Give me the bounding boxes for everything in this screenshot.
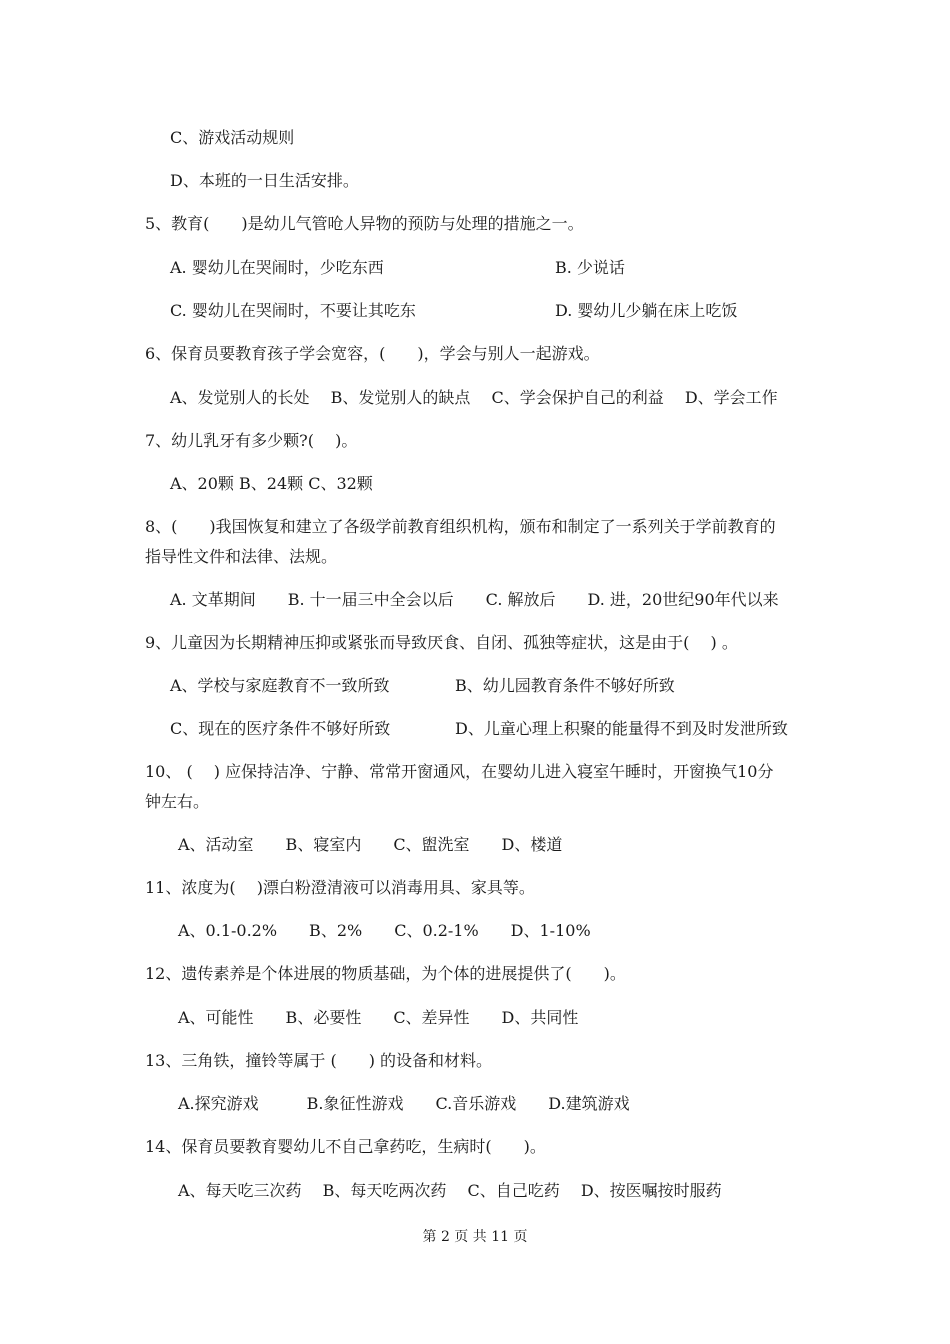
option-line: C、现在的医疗条件不够好所致	[170, 719, 391, 738]
question-line: 钟左右。	[145, 792, 210, 811]
question-line: 指导性文件和法律、法规。	[145, 547, 338, 566]
question-line: 12、遗传素养是个体进展的物质基础，为个体的进展提供了( )。	[145, 964, 626, 983]
option-line: B、幼儿园教育条件不够好所致	[455, 676, 675, 695]
option-line: A、学校与家庭教育不一致所致	[170, 676, 390, 695]
option-line: A. 文革期间 B. 十一届三中全会以后 C. 解放后 D. 进，20世纪90年代以来	[170, 590, 779, 609]
option-line: A、0.1-0.2% B、2% C、0.2-1% D、1-10%	[178, 921, 591, 940]
option-line: A、可能性 B、必要性 C、差异性 D、共同性	[178, 1008, 579, 1027]
question-line: 11、浓度为( )漂白粉澄清液可以消毒用具、家具等。	[145, 878, 535, 897]
option-line: D. 婴幼儿少躺在床上吃饭	[555, 301, 738, 320]
question-line: 14、保育员要教育婴幼儿不自己拿药吃，生病时( )。	[145, 1137, 546, 1156]
question-line: 5、教育( )是幼儿气管呛人异物的预防与处理的措施之一。	[145, 214, 584, 233]
option-line: D、儿童心理上积聚的能量得不到及时发泄所致	[455, 719, 788, 738]
question-line: 7、幼儿乳牙有多少颗?( )。	[145, 431, 358, 450]
question-line: 13、三角铁，撞铃等属于 ( ) 的设备和材料。	[145, 1051, 493, 1070]
option-line: A、20颗 B、24颗 C、32颗	[170, 474, 373, 493]
option-line: C. 婴幼儿在哭闹时，不要让其吃东	[170, 301, 416, 320]
page-footer: 第 2 页 共 11 页	[422, 1229, 528, 1245]
option-line: D、本班的一日生活安排。	[170, 171, 359, 190]
option-line: B. 少说话	[555, 258, 625, 277]
option-line: C、游戏活动规则	[170, 128, 295, 147]
option-line: A.探究游戏 B.象征性游戏 C.音乐游戏 D.建筑游戏	[178, 1094, 630, 1113]
option-line: A、每天吃三次药 B、每天吃两次药 C、自己吃药 D、按医嘱按时服药	[178, 1181, 722, 1200]
option-line: A、活动室 B、寝室内 C、盥洗室 D、楼道	[178, 835, 563, 854]
question-line: 10、 ( ) 应保持洁净、宁静、常常开窗通风，在婴幼儿进入寝室午睡时，开窗换气10分	[145, 762, 774, 781]
option-line: A、发觉别人的长处 B、发觉别人的缺点 C、学会保护自己的利益 D、学会工作	[170, 388, 778, 407]
question-line: 9、儿童因为长期精神压抑或紧张而导致厌食、自闭、孤独等症状，这是由于( ) 。	[145, 633, 738, 652]
question-line: 8、( )我国恢复和建立了各级学前教育组织机构，颁布和制定了一系列关于学前教育的	[145, 517, 776, 536]
option-line: A. 婴幼儿在哭闹时，少吃东西	[170, 258, 384, 277]
question-line: 6、保育员要教育孩子学会宽容，( )，学会与别人一起游戏。	[145, 344, 600, 363]
